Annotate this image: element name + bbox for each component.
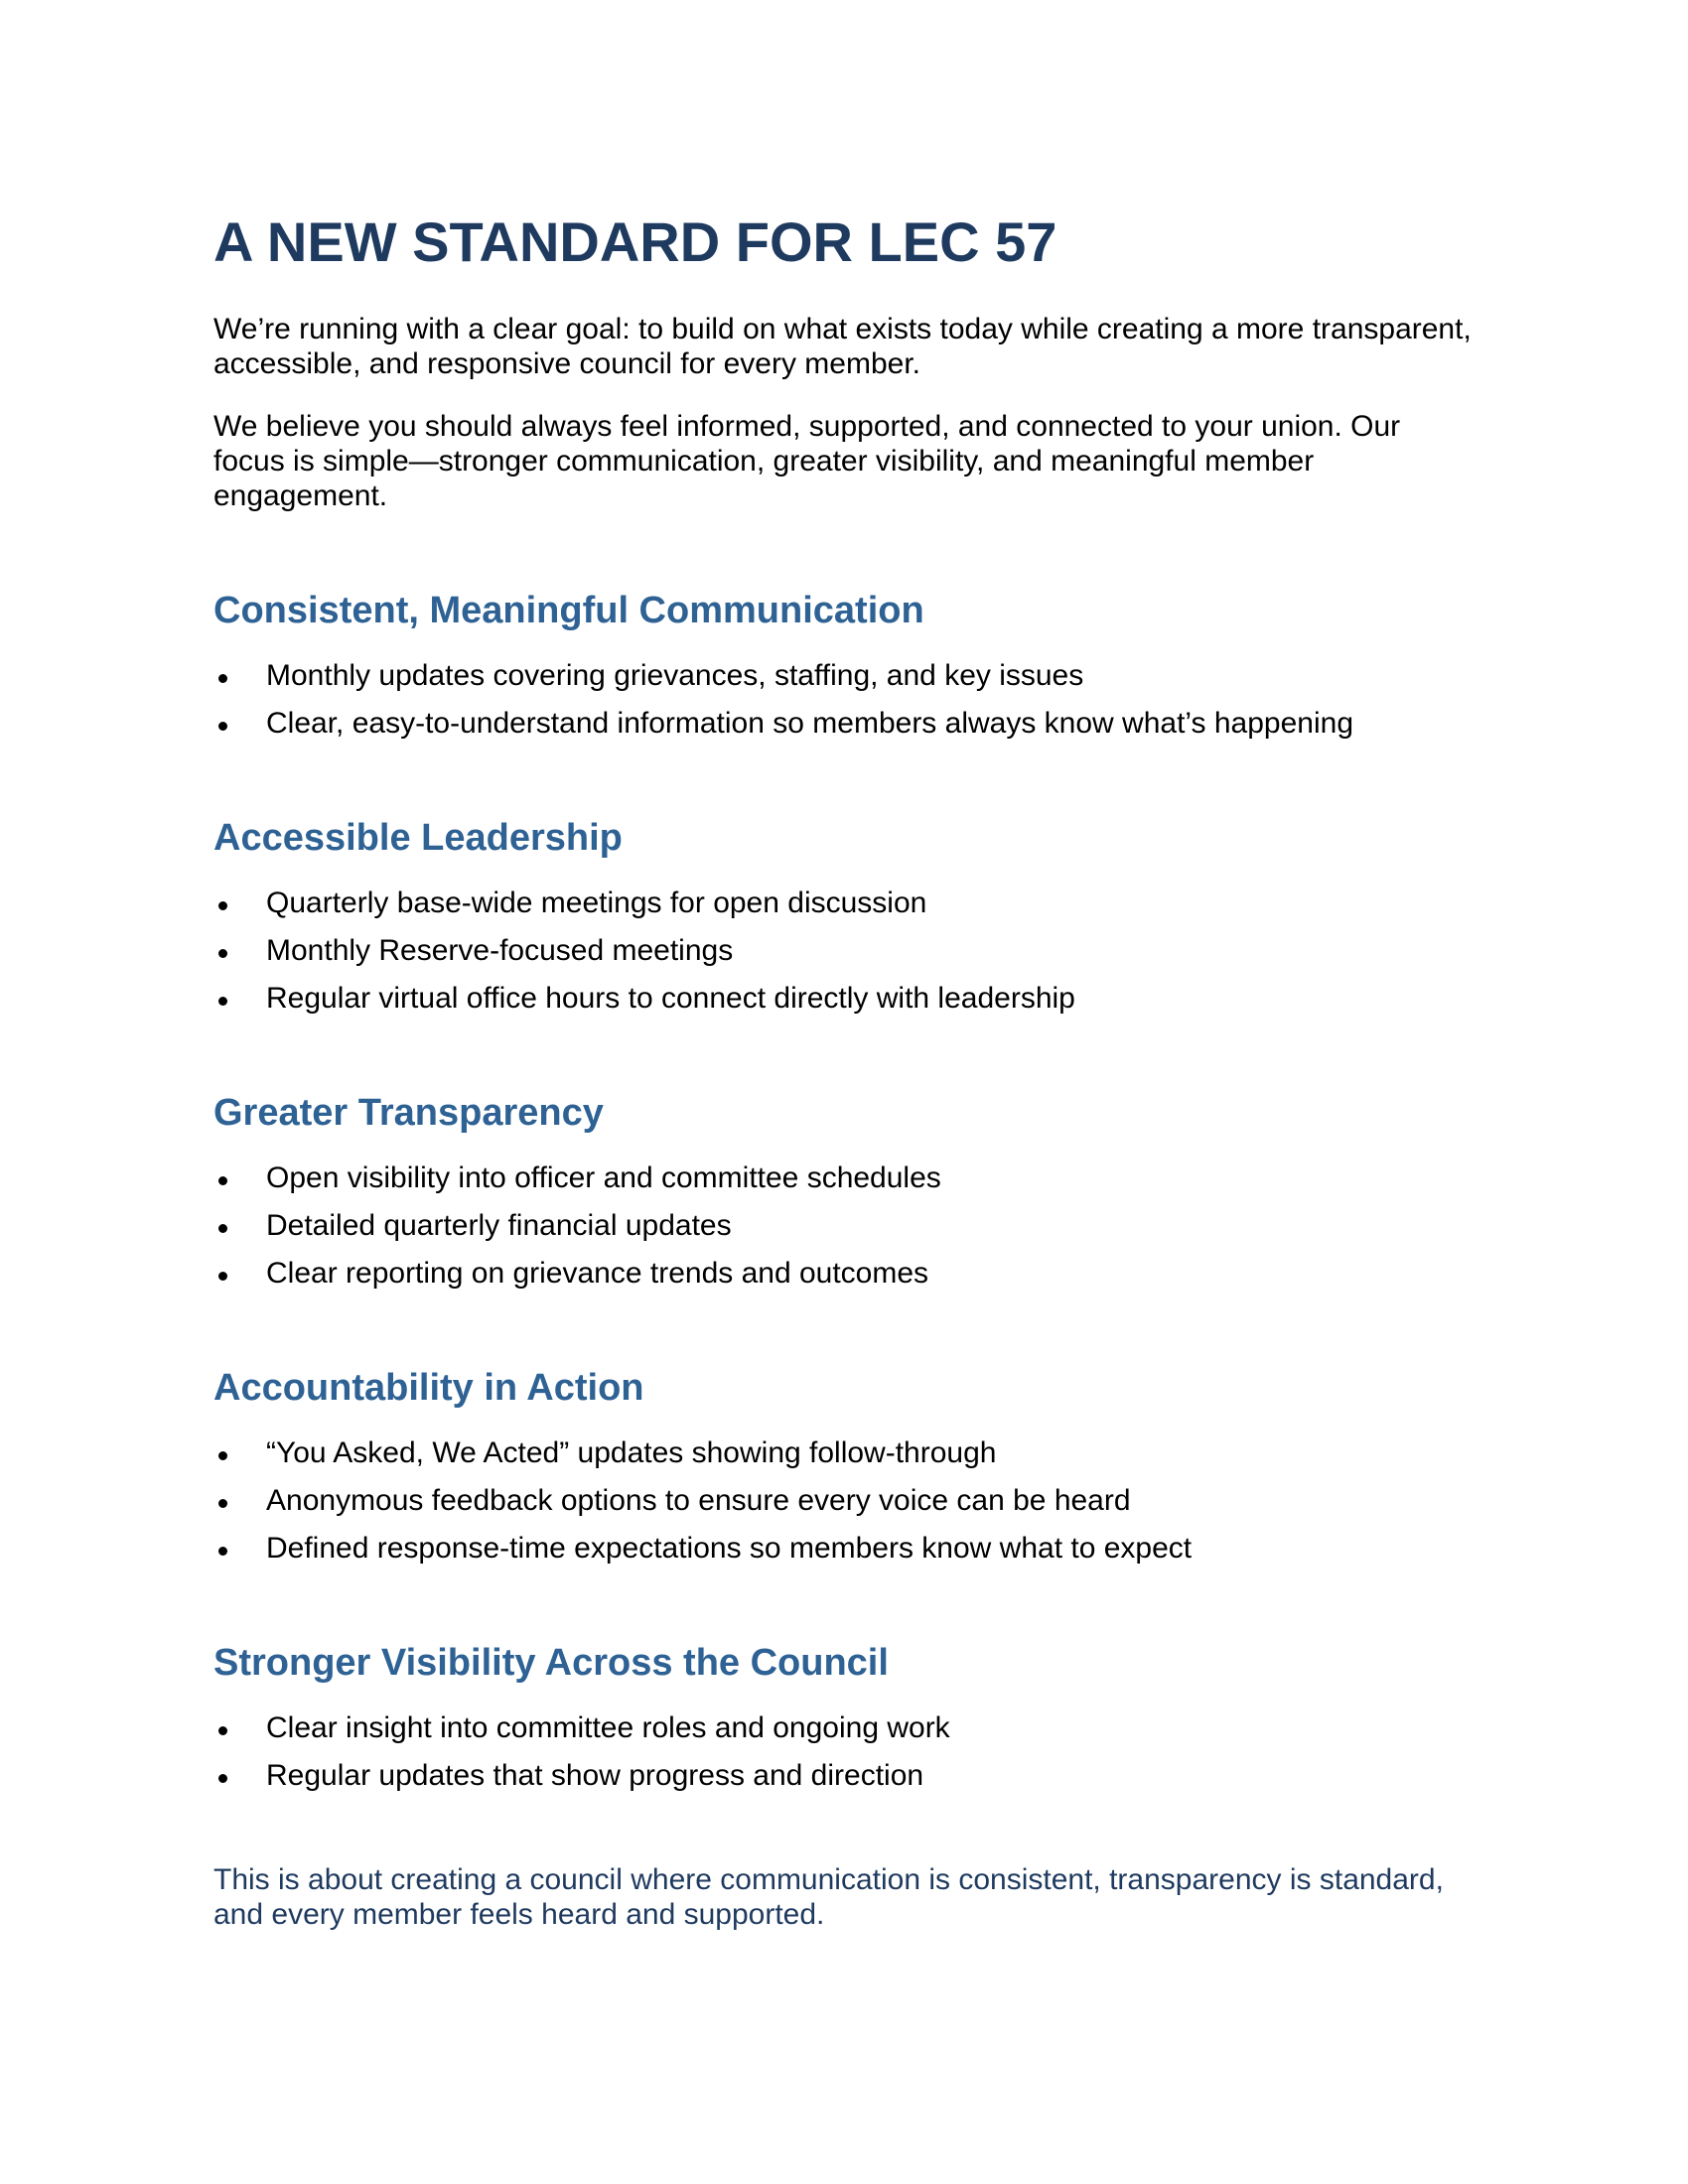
section-heading: Accountability in Action xyxy=(213,1367,644,1410)
bullet-icon xyxy=(218,674,227,683)
list-item xyxy=(213,1435,1479,1470)
bullet-text: Regular updates that show progress and direction xyxy=(266,1759,924,1793)
bullet-icon xyxy=(218,1774,227,1783)
list-item xyxy=(213,1710,1479,1745)
bullet-text: Clear, easy-to-understand information so members always know what’s happening xyxy=(266,707,1354,741)
bullet-text: Monthly updates covering grievances, staffing, and key issues xyxy=(266,659,1084,693)
bullet-icon xyxy=(218,1272,227,1281)
bullet-text: Clear reporting on grievance trends and outcomes xyxy=(266,1257,929,1291)
section-greater-transparency xyxy=(213,1091,1479,1291)
bullet-icon xyxy=(218,722,227,731)
section-heading: Accessible Leadership xyxy=(213,817,623,860)
closing-statement: This is about creating a council where communication is consistent, transparency is standard, and every member feels heard and supported. xyxy=(213,1863,1444,1932)
list-item xyxy=(213,1531,1479,1566)
list-item xyxy=(213,658,1479,693)
list-item xyxy=(213,981,1479,1016)
bullet-list xyxy=(213,886,1479,1016)
bullet-text: Regular virtual office hours to connect directly with leadership xyxy=(266,982,1075,1016)
bullet-text: Clear insight into committee roles and ongoing work xyxy=(266,1711,950,1745)
list-item xyxy=(213,1758,1479,1793)
section-consistent-communication xyxy=(213,589,1479,741)
bullet-icon xyxy=(218,1499,227,1508)
bullet-icon xyxy=(218,901,227,910)
bullet-list xyxy=(213,1710,1479,1793)
bullet-text: Monthly Reserve-focused meetings xyxy=(266,934,734,968)
bullet-icon xyxy=(218,1451,227,1460)
bullet-icon xyxy=(218,1726,227,1735)
section-heading: Greater Transparency xyxy=(213,1092,604,1135)
bullet-list xyxy=(213,658,1479,741)
bullet-icon xyxy=(218,1224,227,1233)
list-item xyxy=(213,1256,1479,1291)
intro-paragraph-1: We’re running with a clear goal: to build on what exists today while creating a more transparent, accessible, and responsive council for every member. xyxy=(213,313,1472,381)
bullet-icon xyxy=(218,997,227,1006)
bullet-text: “You Asked, We Acted” updates showing follow-through xyxy=(266,1436,997,1470)
bullet-icon xyxy=(218,1176,227,1185)
bullet-icon xyxy=(218,949,227,958)
section-accessible-leadership xyxy=(213,816,1479,1016)
list-item xyxy=(213,1208,1479,1243)
page-title: A NEW STANDARD FOR LEC 57 xyxy=(213,210,1057,273)
list-item xyxy=(213,1483,1479,1518)
list-item xyxy=(213,706,1479,741)
bullet-text: Open visibility into officer and committee schedules xyxy=(266,1161,941,1195)
bullet-text: Anonymous feedback options to ensure every voice can be heard xyxy=(266,1484,1131,1518)
section-heading: Consistent, Meaningful Communication xyxy=(213,590,924,632)
list-item xyxy=(213,886,1479,920)
bullet-list xyxy=(213,1160,1479,1291)
bullet-icon xyxy=(218,1547,227,1556)
bullet-text: Defined response-time expectations so members know what to expect xyxy=(266,1532,1193,1566)
section-heading: Stronger Visibility Across the Council xyxy=(213,1642,889,1685)
list-item xyxy=(213,933,1479,968)
section-accountability-in-action xyxy=(213,1366,1479,1566)
section-stronger-visibility xyxy=(213,1641,1479,1793)
bullet-list xyxy=(213,1435,1479,1566)
bullet-text: Quarterly base-wide meetings for open discussion xyxy=(266,887,927,920)
intro-paragraph-2: We believe you should always feel informed, supported, and connected to your union. Our focus is simple—stronger communication, greater visibility, and meaningful member engagement. xyxy=(213,410,1401,513)
list-item xyxy=(213,1160,1479,1195)
bullet-text: Detailed quarterly financial updates xyxy=(266,1209,732,1243)
